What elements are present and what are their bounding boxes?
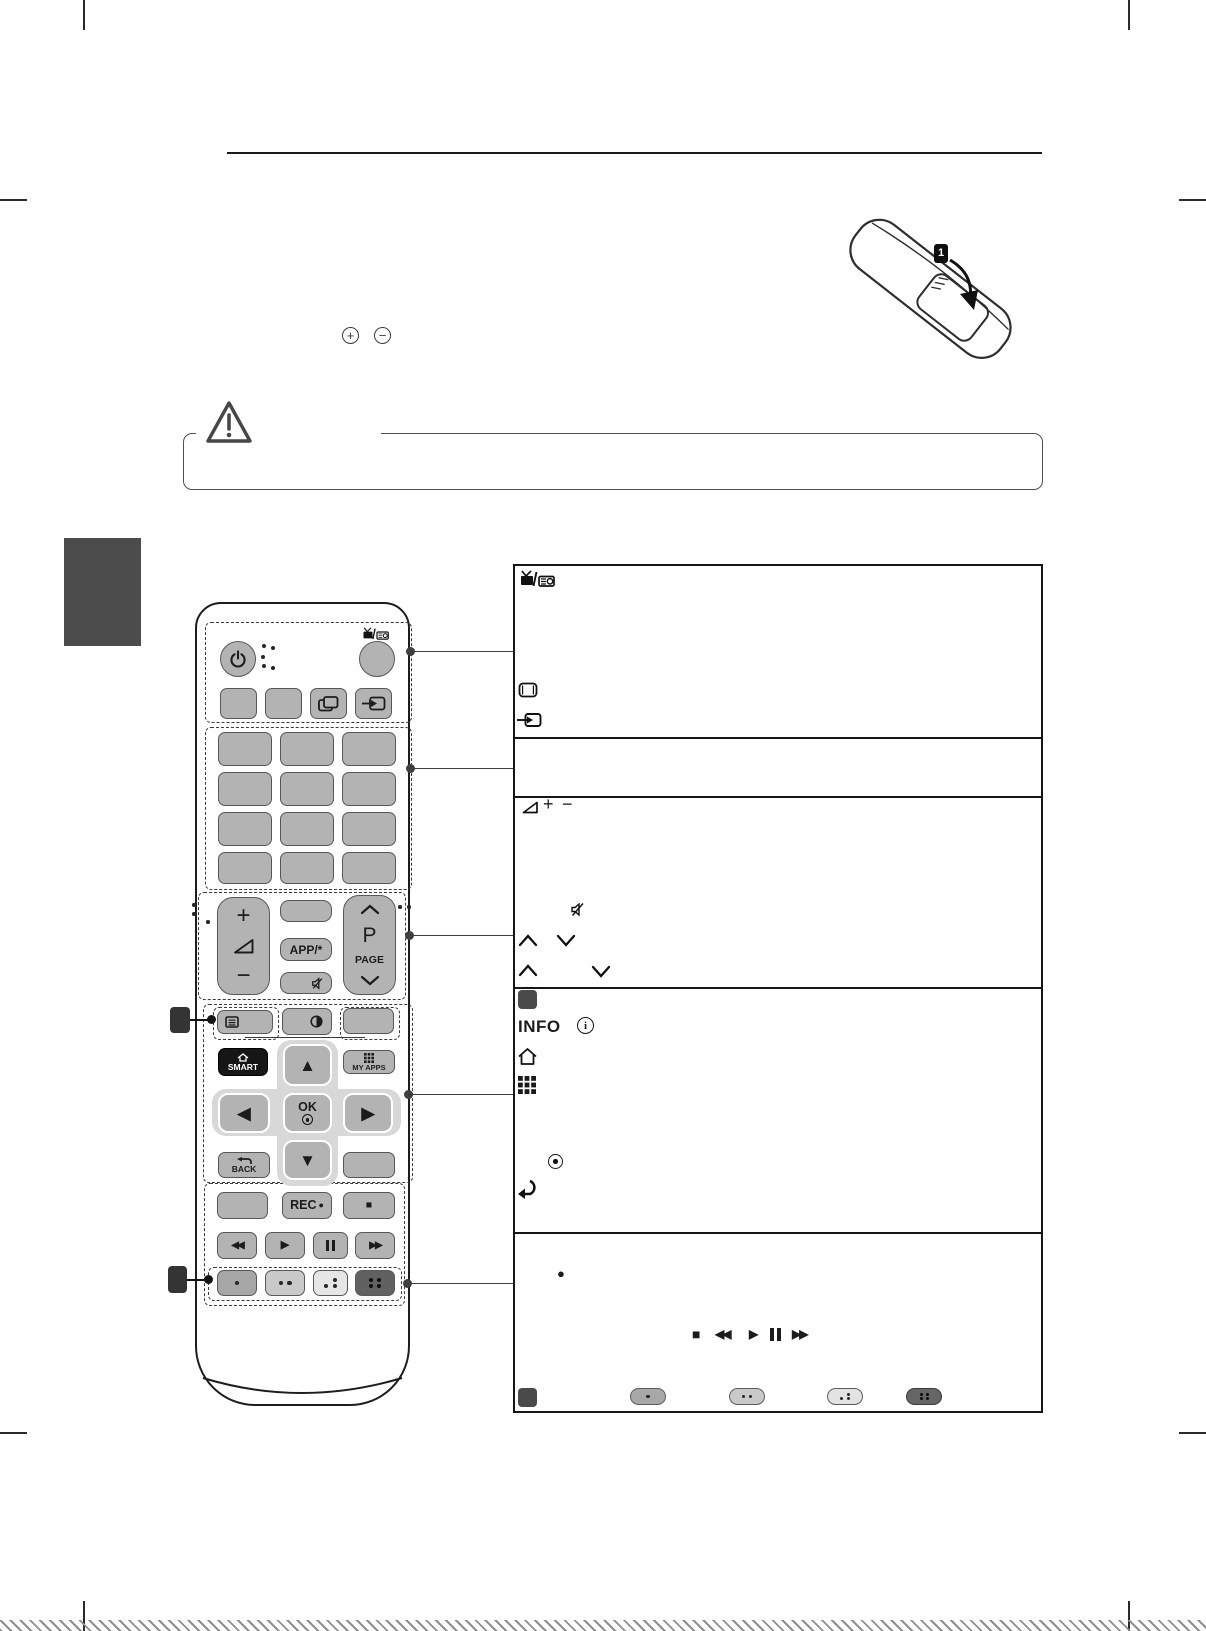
down-arrow-glyph: ▼ [299, 1150, 316, 1170]
home-icon [517, 1047, 538, 1066]
fast-forward-icon: ▶▶ [369, 1239, 381, 1251]
indicator-dot [271, 666, 275, 670]
subtitle-button[interactable] [343, 1008, 394, 1034]
four-dots-icon [369, 1278, 381, 1282]
chevron-up-icon [518, 963, 538, 977]
ok-target-icon [302, 1114, 313, 1125]
page-bottom-hatch [0, 1620, 1206, 1631]
qmenu-icon [310, 1015, 323, 1028]
green-color-button[interactable] [265, 1270, 305, 1296]
pause-button[interactable] [313, 1232, 348, 1259]
crop-mark [0, 1432, 27, 1434]
multiview-icon [318, 696, 339, 712]
two-dots-icon [279, 1281, 284, 1286]
number-button[interactable] [342, 852, 396, 884]
teletext-group-connector [245, 1037, 365, 1038]
pause-icon [770, 1328, 781, 1341]
decorative-dot [192, 903, 196, 907]
back-label: BACK [231, 1163, 257, 1174]
favorites-button[interactable] [280, 900, 332, 922]
callout-line-nav [410, 1094, 513, 1095]
decorative-dot [398, 905, 402, 909]
three-dots-icon [333, 1278, 337, 1282]
chapter-tab [64, 538, 141, 646]
energy-saving-button[interactable] [220, 688, 257, 719]
apps-grid-icon [364, 1053, 374, 1063]
table-row-separator [515, 737, 1041, 739]
page-rocker[interactable] [343, 895, 396, 995]
table-row-separator [515, 796, 1041, 798]
right-arrow-glyph: ▶ [361, 1103, 375, 1123]
info-label: INFO [518, 1017, 561, 1036]
indicator-dot [271, 646, 275, 650]
mute-icon [570, 902, 585, 917]
callout-line-playback [409, 1283, 513, 1284]
callout-line-power [412, 651, 513, 652]
step-number: 1 [937, 247, 945, 259]
ref-1-badge [518, 990, 537, 1009]
callout-line-numbers [412, 768, 513, 769]
indicator-dot [262, 664, 266, 668]
my-apps-button[interactable] [343, 1050, 395, 1074]
stop-icon: ■ [692, 1326, 701, 1342]
up-arrow-glyph: ▲ [299, 1055, 316, 1075]
callout-dot-1-left [207, 1015, 216, 1024]
chevron-up-icon [360, 904, 380, 915]
ok-button[interactable] [283, 1093, 332, 1133]
stop-icon: ■ [365, 1199, 373, 1212]
decorative-dot [192, 912, 196, 916]
crop-mark [1179, 1432, 1206, 1434]
nav-up-button[interactable] [283, 1044, 332, 1086]
color-key-2-dots [729, 1388, 765, 1405]
av-mode-button[interactable] [265, 688, 302, 719]
volume-up-label: + [236, 902, 251, 929]
decorative-dot [206, 920, 210, 924]
warning-triangle-icon [205, 399, 253, 445]
rewind-icon: ◀◀ [231, 1239, 243, 1251]
volume-rocker[interactable] [217, 897, 270, 995]
crop-mark [1179, 199, 1206, 201]
number-button[interactable] [280, 772, 334, 806]
ref-2-badge [518, 1388, 537, 1407]
number-button[interactable] [218, 812, 272, 846]
one-dot-icon [235, 1281, 240, 1286]
live-tv-button[interactable] [217, 1192, 268, 1219]
input-arrow-icon [517, 712, 542, 728]
number-button[interactable] [342, 812, 396, 846]
number-button[interactable] [280, 732, 334, 766]
decorative-dot [407, 905, 411, 909]
remote-bottom-curve [195, 1372, 410, 1408]
battery-minus-icon: − [374, 327, 391, 344]
table-row-separator [515, 1232, 1041, 1234]
info-circle-icon: i [577, 1017, 594, 1034]
record-dot-icon: ● [557, 1266, 565, 1281]
smart-label: SMART [227, 1061, 259, 1072]
crop-mark [0, 199, 27, 201]
return-arrow-icon [516, 1178, 539, 1198]
rewind-button[interactable] [217, 1232, 257, 1259]
number-button[interactable] [342, 732, 396, 766]
power-button[interactable] [220, 641, 256, 677]
tv-radio-icon [362, 627, 392, 640]
smart-button[interactable] [218, 1048, 268, 1076]
callout-line-volume [411, 935, 513, 936]
chevron-down-icon [556, 934, 576, 948]
number-button[interactable] [218, 852, 272, 884]
nav-right-button[interactable] [343, 1093, 393, 1133]
yellow-color-button[interactable] [313, 1270, 348, 1296]
volume-slope-icon [522, 801, 539, 814]
tv-rad-button[interactable] [359, 641, 395, 677]
play-icon: ▶ [280, 1239, 290, 1251]
nav-left-button[interactable] [218, 1093, 270, 1133]
battery-install-illustration [828, 222, 1028, 372]
pause-icon [326, 1240, 335, 1251]
crop-mark [1128, 0, 1130, 30]
rewind-icon: ◀◀ [715, 1327, 730, 1341]
fast-forward-button[interactable] [355, 1232, 395, 1259]
multiview-button[interactable] [310, 688, 347, 719]
crop-mark [83, 0, 85, 30]
color-key-4-dots [906, 1388, 942, 1405]
volume-plus-glyph: + [543, 794, 554, 814]
number-button[interactable] [342, 772, 396, 806]
step-1-badge [934, 244, 948, 263]
number-button[interactable] [218, 732, 272, 766]
screen-icon [518, 682, 538, 698]
mute-button[interactable] [280, 972, 332, 994]
volume-slope-icon [233, 938, 255, 954]
ok-target-icon [548, 1154, 563, 1169]
indicator-dot [261, 655, 265, 659]
page-p-label: P [362, 923, 377, 947]
input-icon [362, 696, 386, 711]
header-rule [227, 152, 1042, 154]
fast-forward-icon: ▶▶ [792, 1327, 807, 1341]
chevron-up-icon [518, 933, 538, 947]
exit-button[interactable] [343, 1152, 395, 1178]
input-button[interactable] [355, 688, 392, 719]
tv-radio-icon [519, 570, 559, 587]
my-apps-label: MY APPS [352, 1062, 386, 1072]
battery-plus-icon: + [342, 327, 359, 344]
chevron-down-icon [591, 965, 611, 979]
play-button[interactable] [265, 1232, 305, 1259]
apps-grid-icon [518, 1076, 536, 1094]
app-button[interactable] [280, 938, 332, 961]
text-button[interactable] [217, 1010, 273, 1034]
smart-home-icon [237, 1053, 249, 1062]
caution-box [183, 433, 1043, 490]
left-arrow-glyph: ◀ [237, 1103, 251, 1123]
app-button-label: APP/* [289, 942, 323, 957]
chevron-down-icon [360, 975, 380, 986]
mute-icon [311, 977, 324, 990]
rec-label: REC [290, 1198, 317, 1213]
rec-dot-icon: ● [318, 1200, 324, 1210]
table-row-separator [515, 987, 1041, 989]
ok-label: OK [298, 1099, 317, 1114]
topt-button[interactable] [282, 1008, 332, 1035]
callout-marker-2 [168, 1266, 187, 1293]
color-key-1-dot [630, 1388, 666, 1405]
number-button[interactable] [280, 812, 334, 846]
blue-color-button[interactable] [355, 1270, 395, 1296]
volume-down-label: − [236, 962, 251, 989]
number-button[interactable] [280, 852, 334, 884]
nav-down-button[interactable] [283, 1140, 332, 1180]
power-icon [229, 650, 247, 668]
callout-marker-1 [170, 1007, 190, 1033]
stop-button[interactable] [343, 1192, 395, 1219]
callout-dot-2-left [204, 1275, 213, 1284]
number-button[interactable] [218, 772, 272, 806]
back-button[interactable] [218, 1152, 270, 1178]
rec-button[interactable] [282, 1192, 332, 1219]
volume-minus-glyph: − [562, 794, 573, 814]
play-icon: ▶ [749, 1327, 759, 1341]
page-label: PAGE [355, 954, 384, 966]
text-icon [225, 1016, 239, 1028]
indicator-dot [262, 644, 266, 648]
red-color-button[interactable] [217, 1270, 257, 1296]
color-key-3-dots [827, 1388, 863, 1405]
